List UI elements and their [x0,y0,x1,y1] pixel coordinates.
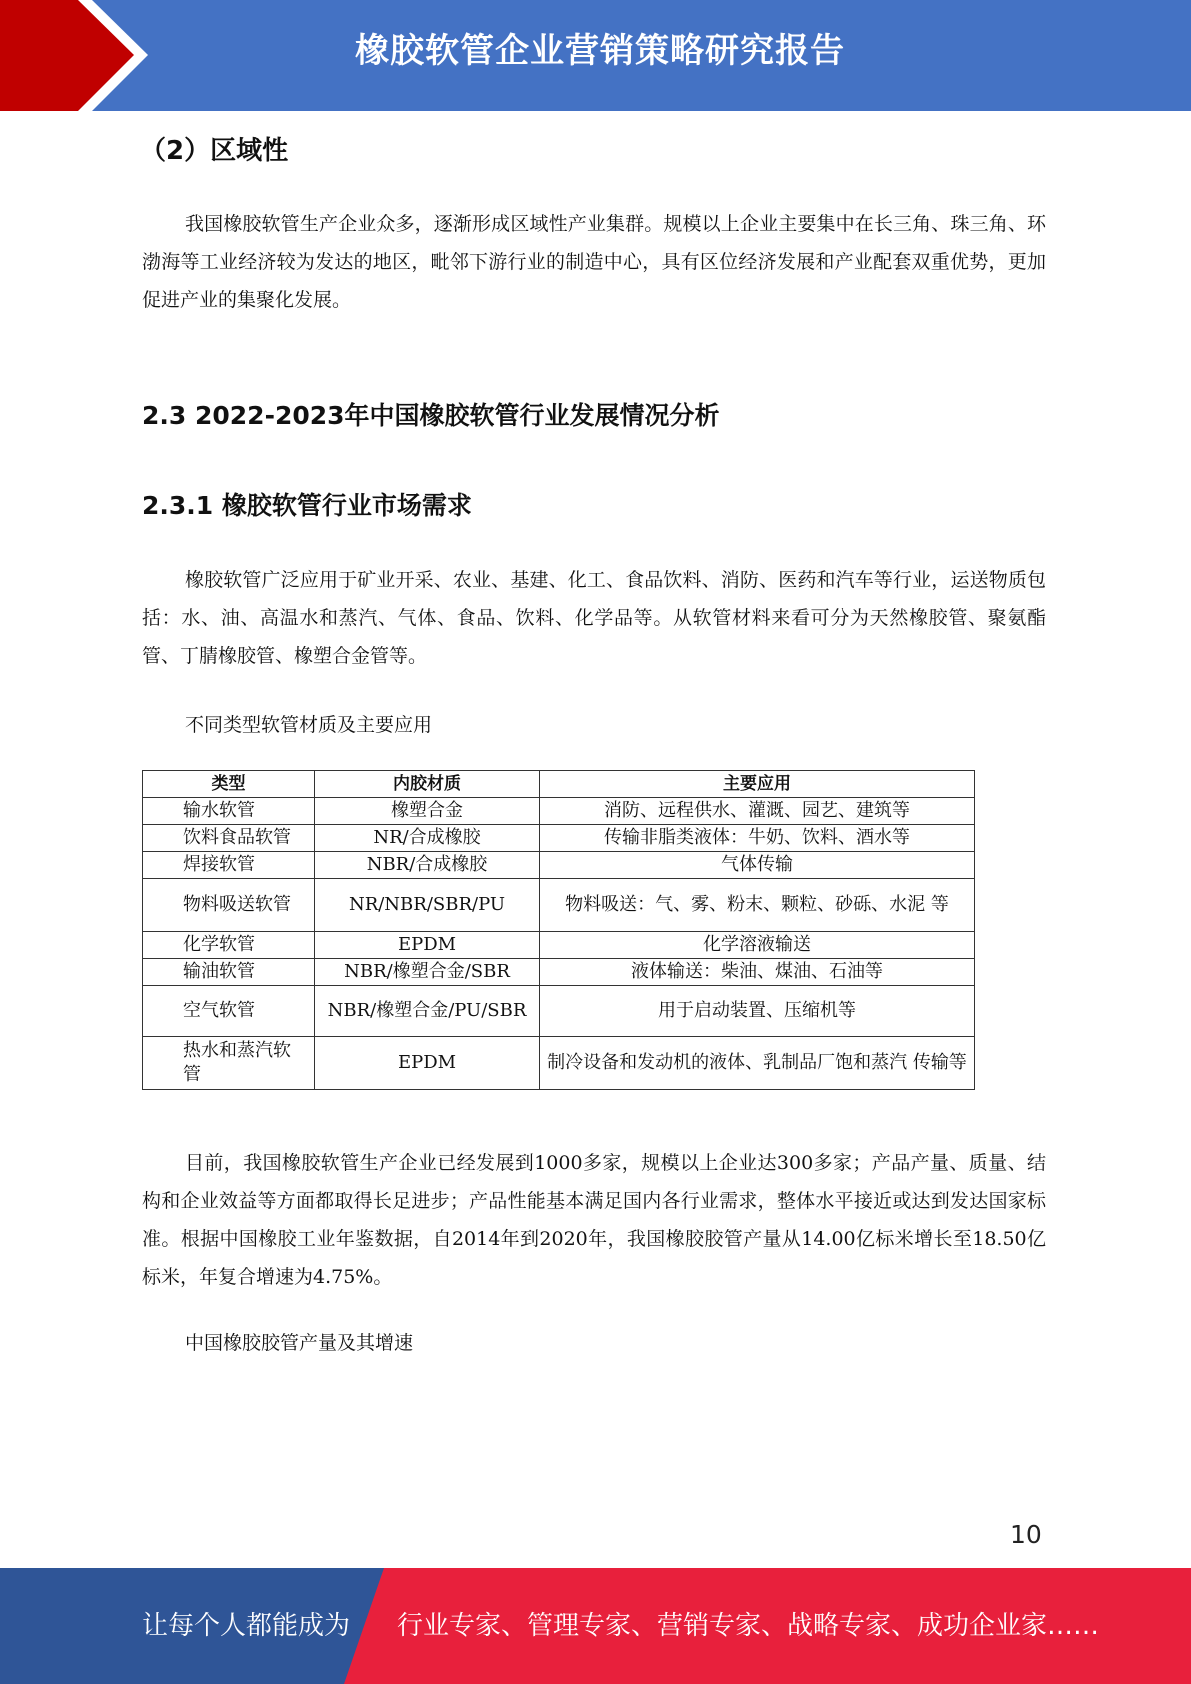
cell-type: 输油软管 [143,959,315,986]
industry-status-paragraph: 目前，我国橡胶软管生产企业已经发展到1000多家，规模以上企业达300多家；产品产量、质量、结构和企业效益等方面都取得长足进步；产品性能基本满足国内各行业需求，整体水平接近或达到发达国家标准。根据中国橡胶工业年鉴数据，自2014年到2020年，我国橡胶胶管产量从14.00亿标米增长至18.50亿标米，年复合增速为4.75%。 [142,1152,1046,1288]
cell-material: EPDM [315,932,540,959]
section-2-3-heading: 2.3 2022-2023年中国橡胶软管行业发展情况分析 [142,401,720,430]
page-header [0,0,1191,111]
footer-slogan-right: 行业专家、管理专家、营销专家、战略专家、成功企业家…… [397,1611,1100,1641]
cell-application: 化学溶液输送 [540,932,975,959]
cell-application: 物料吸送：气、雾、粉末、颗粒、砂砾、水泥 等 [540,879,975,932]
report-title: 橡胶软管企业营销策略研究报告 [355,31,845,71]
cell-material: NR/NBR/SBR/PU [315,879,540,932]
region-heading: （2）区域性 [140,136,289,166]
hose-material-table [142,770,975,1090]
table-row [143,986,975,1037]
cell-application: 传输非脂类液体：牛奶、饮料、酒水等 [540,825,975,852]
region-paragraph: 我国橡胶软管生产企业众多，逐渐形成区域性产业集群。规模以上企业主要集中在长三角、珠三角、环渤海等工业经济较为发达的地区，毗邻下游行业的制造中心，具有区位经济发展和产业配套双重优势，更加促进产业的集聚化发展。 [142,213,1046,311]
table-caption: 不同类型软管材质及主要应用 [185,714,433,736]
header-type: 类型 [143,771,315,798]
cell-type: 化学软管 [143,932,315,959]
cell-application: 消防、远程供水、灌溉、园艺、建筑等 [540,798,975,825]
cell-type: 输水软管 [143,798,315,825]
table-row [143,879,975,932]
cell-type: 焊接软管 [143,852,315,879]
header-chevron-icon [0,0,160,111]
cell-type: 空气软管 [143,986,315,1037]
table-row [143,959,975,986]
table-row [143,852,975,879]
cell-material: NR/合成橡胶 [315,825,540,852]
cell-type: 热水和蒸汽软管 [143,1037,315,1090]
cell-application: 液体输送：柴油、煤油、石油等 [540,959,975,986]
cell-type: 物料吸送软管 [143,879,315,932]
cell-material: EPDM [315,1037,540,1090]
header-material: 内胶材质 [315,771,540,798]
section-2-3-1-heading: 2.3.1 橡胶软管行业市场需求 [142,491,472,520]
cell-application: 用于启动装置、压缩机等 [540,986,975,1037]
cell-application: 制冷设备和发动机的液体、乳制品厂饱和蒸汽 传输等 [540,1037,975,1090]
cell-material: NBR/合成橡胶 [315,852,540,879]
footer-slogan-left: 让每个人都能成为 [142,1611,351,1641]
table-row [143,798,975,825]
header-application: 主要应用 [540,771,975,798]
cell-application: 气体传输 [540,852,975,879]
table-row [143,932,975,959]
page-number: 10 [1010,1520,1042,1549]
cell-material: 橡塑合金 [315,798,540,825]
market-demand-paragraph: 橡胶软管广泛应用于矿业开采、农业、基建、化工、食品饮料、消防、医药和汽车等行业，运送物质包括：水、油、高温水和蒸汽、气体、食品、饮料、化学品等。从软管材料来看可分为天然橡胶管、聚氨酯管、丁腈橡胶管、橡塑合金管等。 [142,569,1046,667]
page-footer [0,1568,1191,1684]
table-row [143,1037,975,1090]
cell-material: NBR/橡塑合金/PU/SBR [315,986,540,1037]
table-row [143,825,975,852]
table-header-row [143,771,975,798]
cell-material: NBR/橡塑合金/SBR [315,959,540,986]
chart-caption: 中国橡胶胶管产量及其增速 [185,1332,414,1354]
cell-type: 饮料食品软管 [143,825,315,852]
